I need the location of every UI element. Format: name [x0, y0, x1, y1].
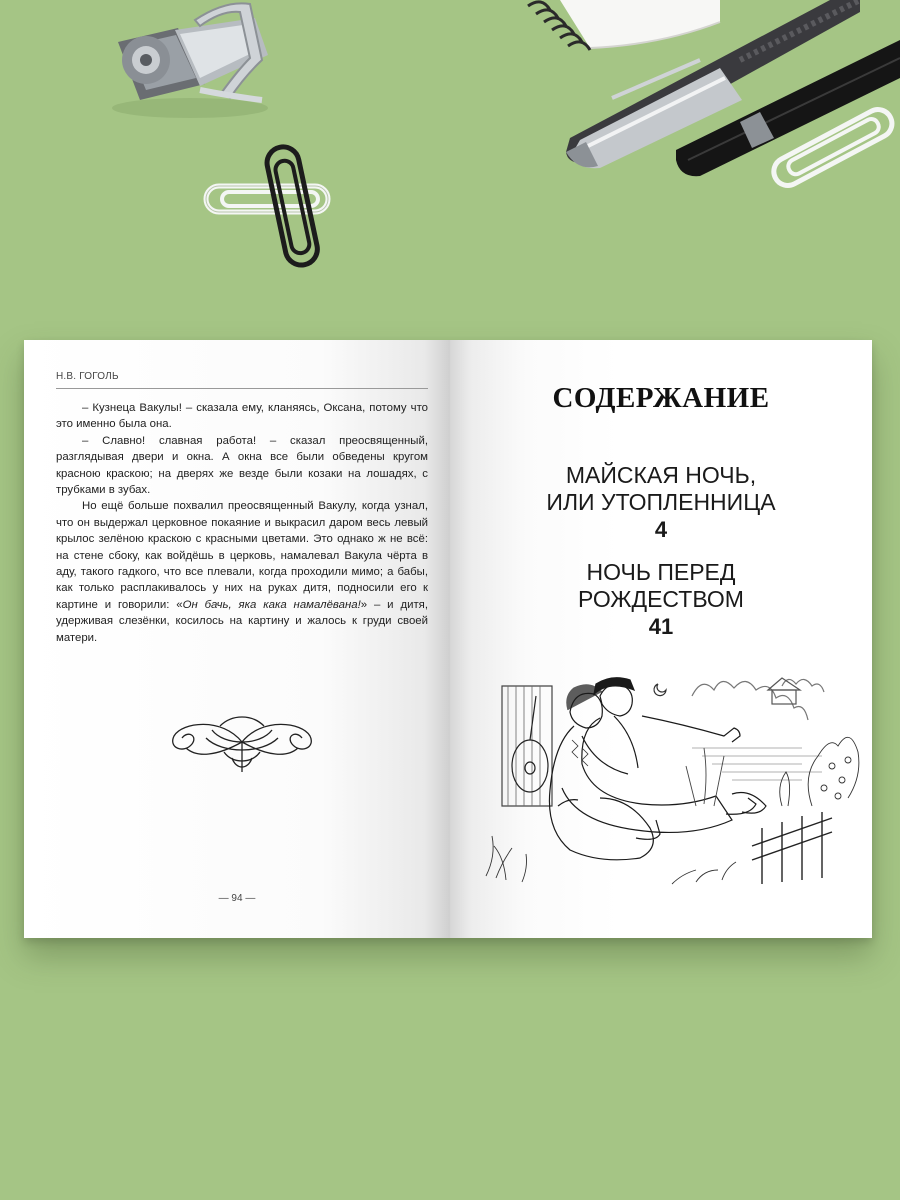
toc-entry	[450, 462, 872, 543]
italic-quote: Он бачь, яка кака намалёвана!	[182, 598, 361, 611]
flourish-ornament-icon	[162, 712, 322, 778]
toc-entry-title: МАЙСКАЯ НОЧЬ,	[565, 462, 757, 488]
paragraph: – Славно! славная работа! – сказал преосвященный, разглядывая двери и окна. А окна все были обведены кругом красною краскою; на дверях же везде были козаки на лошадях, с трубками в зубах.	[56, 434, 428, 497]
couple-illustration	[482, 656, 862, 888]
running-head: Н.В. ГОГОЛЬ	[56, 371, 119, 382]
paragraph-text: Но ещё больше похвалил преосвященный Вакулу, когда узнал, что он выдержал церковное покаяние и выкрасил даром весь левый крылос зелёною краскою с красными цветами. Это однако ж не всё: на стене сбоку, как войдёшь в церковь, намалевал Вакула чёрта в аду, такого гадкого, что все плевали, когда проходили мимо; а бабы, как только расплакивалось у них на руках дитя, подносили его к картине и говорили: «	[56, 500, 428, 611]
paragraph-text: » – и дитя, удерживая слезёнки, косилось на картину и жалось к груди своей матери.	[56, 598, 428, 644]
open-book	[24, 340, 872, 938]
toc-entry	[450, 559, 872, 640]
page-body-text	[56, 400, 428, 646]
paragraph: – Кузнеца Вакулы! – сказала ему, кланяясь, Оксана, потому что это именно была она.	[56, 402, 428, 431]
toc-entry-title: НОЧЬ ПЕРЕД	[586, 559, 736, 585]
toc-entry-page: 41	[648, 614, 674, 639]
toc-entry-title: РОЖДЕСТВОМ	[578, 586, 744, 612]
page-number: — 94 —	[218, 893, 256, 904]
header-rule	[56, 388, 428, 389]
paragraph	[56, 498, 428, 646]
toc-entry-page: 4	[654, 517, 668, 542]
toc-entry-title: ИЛИ УТОПЛЕННИЦА	[546, 489, 776, 515]
left-page	[24, 340, 450, 938]
toc-title: СОДЕРЖАНИЕ	[552, 382, 770, 414]
